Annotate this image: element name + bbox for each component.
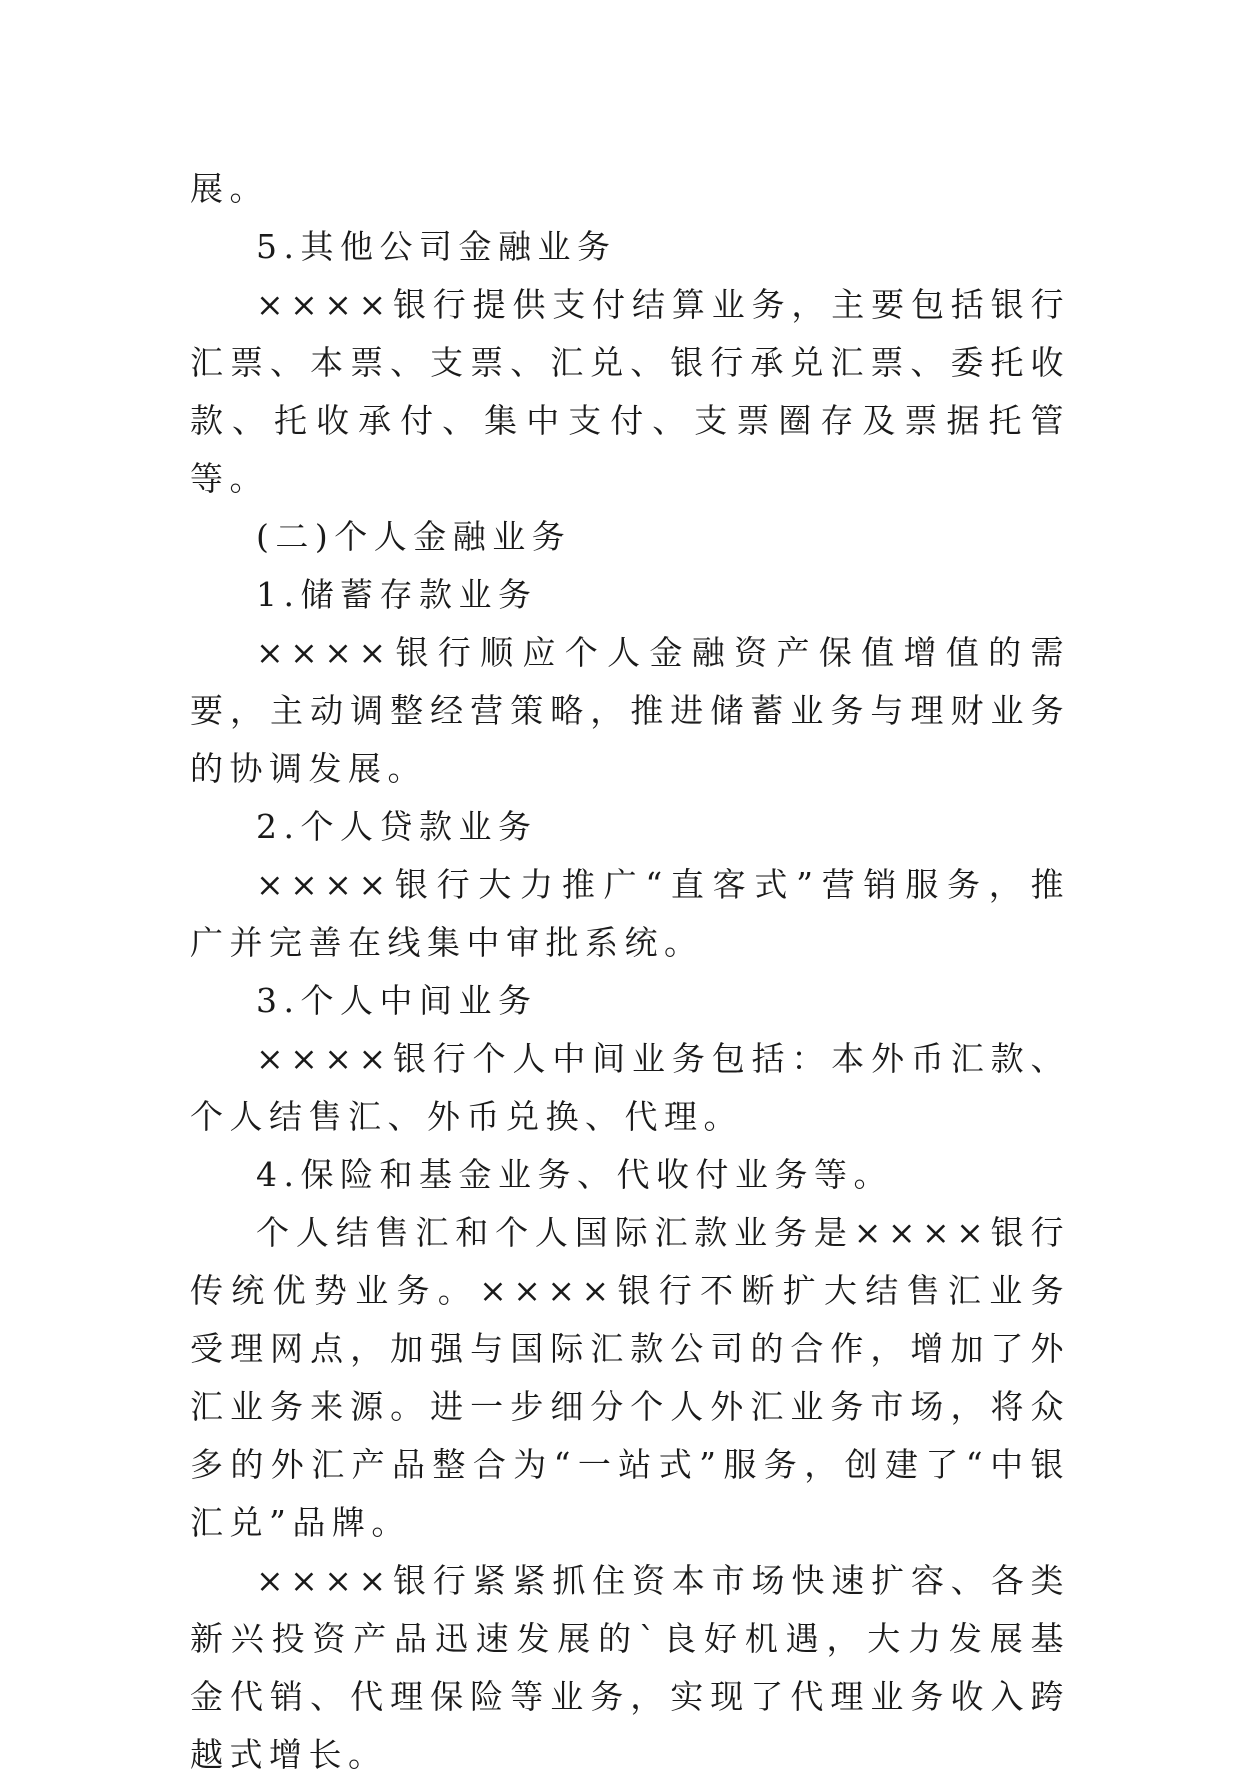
heading-insurance-fund: 4.保险和基金业务、代收付业务等。 — [256, 1155, 893, 1194]
paragraph-forex-remittance: 个人结售汇和个人国际汇款业务是××××银行传统优势业务。××××银行不断扩大结售汇业务受理网点，加强与国际汇款公司的合作，增加了外汇业务来源。进一步细分个人外汇业务市场，将众多的外汇产品整合为“一站式”服务，创建了“中银汇兑”品牌。 — [190, 1213, 1070, 1542]
paragraph-personal-loan: ××××银行大力推广“直客式”营销服务，推广并完善在线集中审批系统。 — [190, 865, 1070, 962]
paragraph-personal-intermediary: ××××银行个人中间业务包括：本外币汇款、个人结售汇、外币兑换、代理。 — [190, 1039, 1070, 1136]
heading-savings-deposit: 1.储蓄存款业务 — [256, 575, 538, 614]
heading-personal-loan: 2.个人贷款业务 — [256, 807, 538, 846]
heading-personal-finance: (二)个人金融业务 — [256, 517, 572, 556]
heading-personal-intermediary: 3.个人中间业务 — [256, 981, 538, 1020]
paragraph-savings-deposit: ××××银行顺应个人金融资产保值增值的需要，主动调整经营策略，推进储蓄业务与理财业务的协调发展。 — [190, 633, 1070, 788]
paragraph-payment-settlement: ××××银行提供支付结算业务，主要包括银行汇票、本票、支票、汇兑、银行承兑汇票、委托收款、托收承付、集中支付、支票圈存及票据托管等。 — [190, 285, 1070, 498]
heading-other-corporate-finance: 5.其他公司金融业务 — [256, 227, 617, 266]
paragraph-continuation: 展。 — [190, 169, 269, 208]
document-body — [190, 160, 1070, 1784]
paragraph-capital-market: ××××银行紧紧抓住资本市场快速扩容、各类新兴投资产品迅速发展的`良好机遇，大力发展基金代销、代理保险等业务，实现了代理业务收入跨越式增长。 — [190, 1561, 1070, 1774]
